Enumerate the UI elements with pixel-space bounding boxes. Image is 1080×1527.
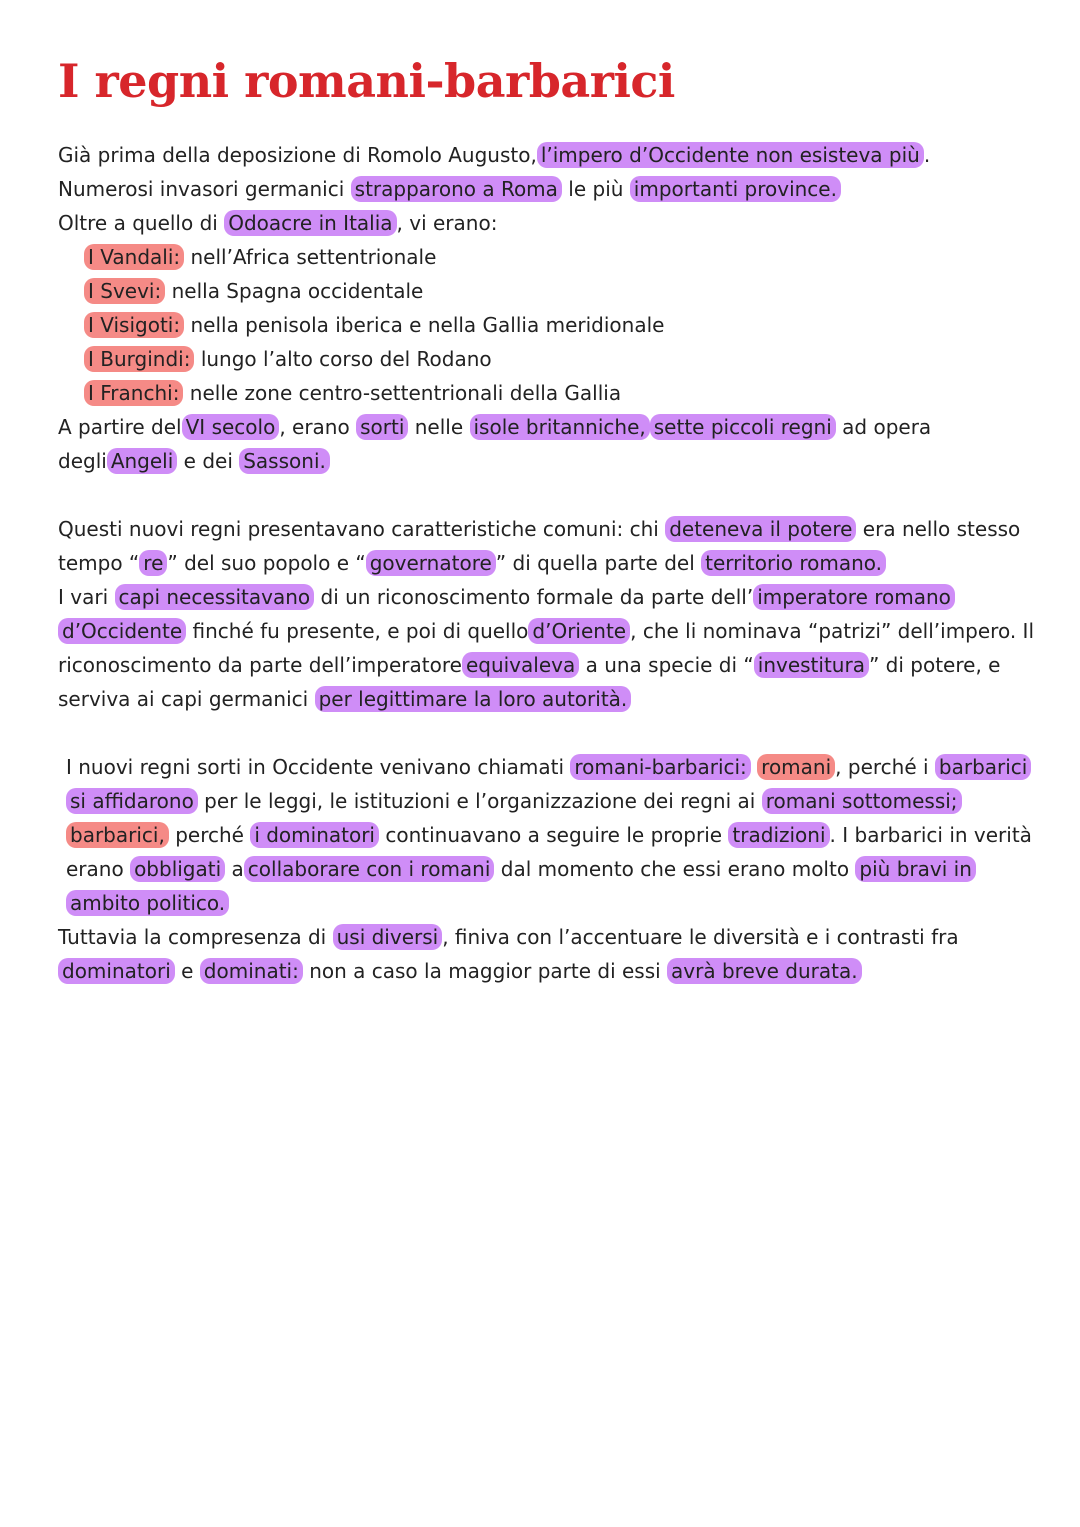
highlight: Angeli bbox=[107, 448, 177, 474]
people-location: nell’Africa settentrionale bbox=[190, 245, 437, 269]
highlight: i dominatori bbox=[250, 822, 379, 848]
text: . I barbarici in verità erano bbox=[66, 823, 1032, 881]
highlight: tradizioni bbox=[728, 822, 829, 848]
text: , vi erano: bbox=[396, 211, 498, 235]
highlight: d’Oriente bbox=[528, 618, 630, 644]
text: Già prima della deposizione di Romolo Augusto, bbox=[58, 143, 537, 167]
list-item bbox=[84, 240, 1040, 274]
text: continuavano a seguire le proprie bbox=[385, 823, 723, 847]
text: era nello stesso tempo “ bbox=[58, 517, 1021, 575]
people-name: I Burgindi: bbox=[84, 346, 194, 372]
highlight: deteneva il potere bbox=[665, 516, 856, 542]
text: ” di quella parte del bbox=[495, 551, 695, 575]
paragraph-britain bbox=[58, 410, 1040, 478]
highlight: sorti bbox=[356, 414, 408, 440]
highlight: strapparono a Roma bbox=[351, 176, 562, 202]
paragraph-characteristics bbox=[58, 512, 1040, 580]
list-item bbox=[84, 342, 1040, 376]
highlight: romani sottomessi; bbox=[762, 788, 962, 814]
text: le più bbox=[568, 177, 624, 201]
text: e dei bbox=[183, 449, 233, 473]
highlight: per legittimare la loro autorità. bbox=[315, 686, 632, 712]
highlight: avrà breve durata. bbox=[667, 958, 862, 984]
highlight: obbligati bbox=[130, 856, 225, 882]
text: , erano bbox=[279, 415, 350, 439]
text: e bbox=[181, 959, 194, 983]
highlight: romani-barbarici: bbox=[570, 754, 750, 780]
highlight-red: romani bbox=[757, 754, 835, 780]
list-item bbox=[84, 274, 1040, 308]
highlight: isole britanniche, bbox=[470, 414, 650, 440]
highlight: l’impero d’Occidente non esisteva più bbox=[537, 142, 924, 168]
text: a una specie di “ bbox=[585, 653, 754, 677]
people-location: nelle zone centro-settentrionali della Gallia bbox=[189, 381, 622, 405]
text: di un riconoscimento formale da parte dell’ bbox=[320, 585, 754, 609]
people-name: I Visigoti: bbox=[84, 312, 184, 338]
highlight: dominatori bbox=[58, 958, 175, 984]
page-title: I regni romani-barbarici bbox=[58, 54, 675, 108]
text: ” del suo popolo e “ bbox=[167, 551, 366, 575]
text: , finiva con l’accentuare le diversità e i contrasti fra bbox=[442, 925, 959, 949]
text: ” di potere, e serviva ai capi germanici bbox=[58, 653, 1001, 711]
highlight: importanti province. bbox=[630, 176, 841, 202]
text: . bbox=[923, 143, 931, 167]
text: A partire del bbox=[58, 415, 182, 439]
paragraph-conclusion bbox=[58, 920, 1040, 988]
people-name: I Vandali: bbox=[84, 244, 184, 270]
highlight: usi diversi bbox=[333, 924, 443, 950]
highlight: equivaleva bbox=[462, 652, 579, 678]
highlight: capi necessitavano bbox=[115, 584, 315, 610]
text: I vari bbox=[58, 585, 109, 609]
highlight: Sassoni. bbox=[239, 448, 330, 474]
text: non a caso la maggior parte di essi bbox=[309, 959, 661, 983]
highlight: imperatore romano d’Occidente bbox=[58, 584, 955, 644]
highlight: barbarici si affidarono bbox=[66, 754, 1031, 814]
text: I nuovi regni sorti in Occidente venivano chiamati bbox=[66, 755, 565, 779]
highlight: investitura bbox=[754, 652, 869, 678]
people-name: I Franchi: bbox=[84, 380, 183, 406]
highlight: più bravi in ambito politico. bbox=[66, 856, 976, 916]
highlight: territorio romano. bbox=[701, 550, 886, 576]
people-location: nella Spagna occidentale bbox=[171, 279, 424, 303]
text: perché bbox=[175, 823, 244, 847]
paragraph-recognition bbox=[58, 580, 1040, 716]
highlight-red: barbarici, bbox=[66, 822, 169, 848]
text: nelle bbox=[414, 415, 464, 439]
text: ad opera degli bbox=[58, 415, 932, 473]
people-location: nella penisola iberica e nella Gallia meridionale bbox=[190, 313, 665, 337]
people-name: I Svevi: bbox=[84, 278, 165, 304]
list-item bbox=[84, 376, 1040, 410]
highlight: dominati: bbox=[200, 958, 303, 984]
highlight: VI secolo bbox=[182, 414, 280, 440]
text: finché fu presente, e poi di quello bbox=[192, 619, 529, 643]
highlight: Odoacre in Italia bbox=[224, 210, 396, 236]
people-location: lungo l’alto corso del Rodano bbox=[200, 347, 492, 371]
text: , perché i bbox=[835, 755, 929, 779]
highlight: sette piccoli regni bbox=[650, 414, 836, 440]
text: , che li nominava “patrizi” dell’impero. Il riconoscimento da parte dell’imperatore bbox=[58, 619, 1035, 677]
highlight: re bbox=[139, 550, 167, 576]
text: Oltre a quello di bbox=[58, 211, 218, 235]
highlight: collaborare con i romani bbox=[244, 856, 495, 882]
paragraph-definition bbox=[58, 750, 1040, 920]
peoples-list bbox=[58, 240, 1040, 410]
list-item bbox=[84, 308, 1040, 342]
text: Numerosi invasori germanici bbox=[58, 177, 345, 201]
highlight: governatore bbox=[366, 550, 496, 576]
text: a bbox=[231, 857, 244, 881]
text: per le leggi, le istituzioni e l’organizzazione dei regni ai bbox=[204, 789, 756, 813]
paragraph-intro bbox=[58, 138, 1040, 240]
text: Tuttavia la compresenza di bbox=[58, 925, 327, 949]
text: dal momento che essi erano molto bbox=[500, 857, 850, 881]
text: Questi nuovi regni presentavano caratteristiche comuni: chi bbox=[58, 517, 659, 541]
